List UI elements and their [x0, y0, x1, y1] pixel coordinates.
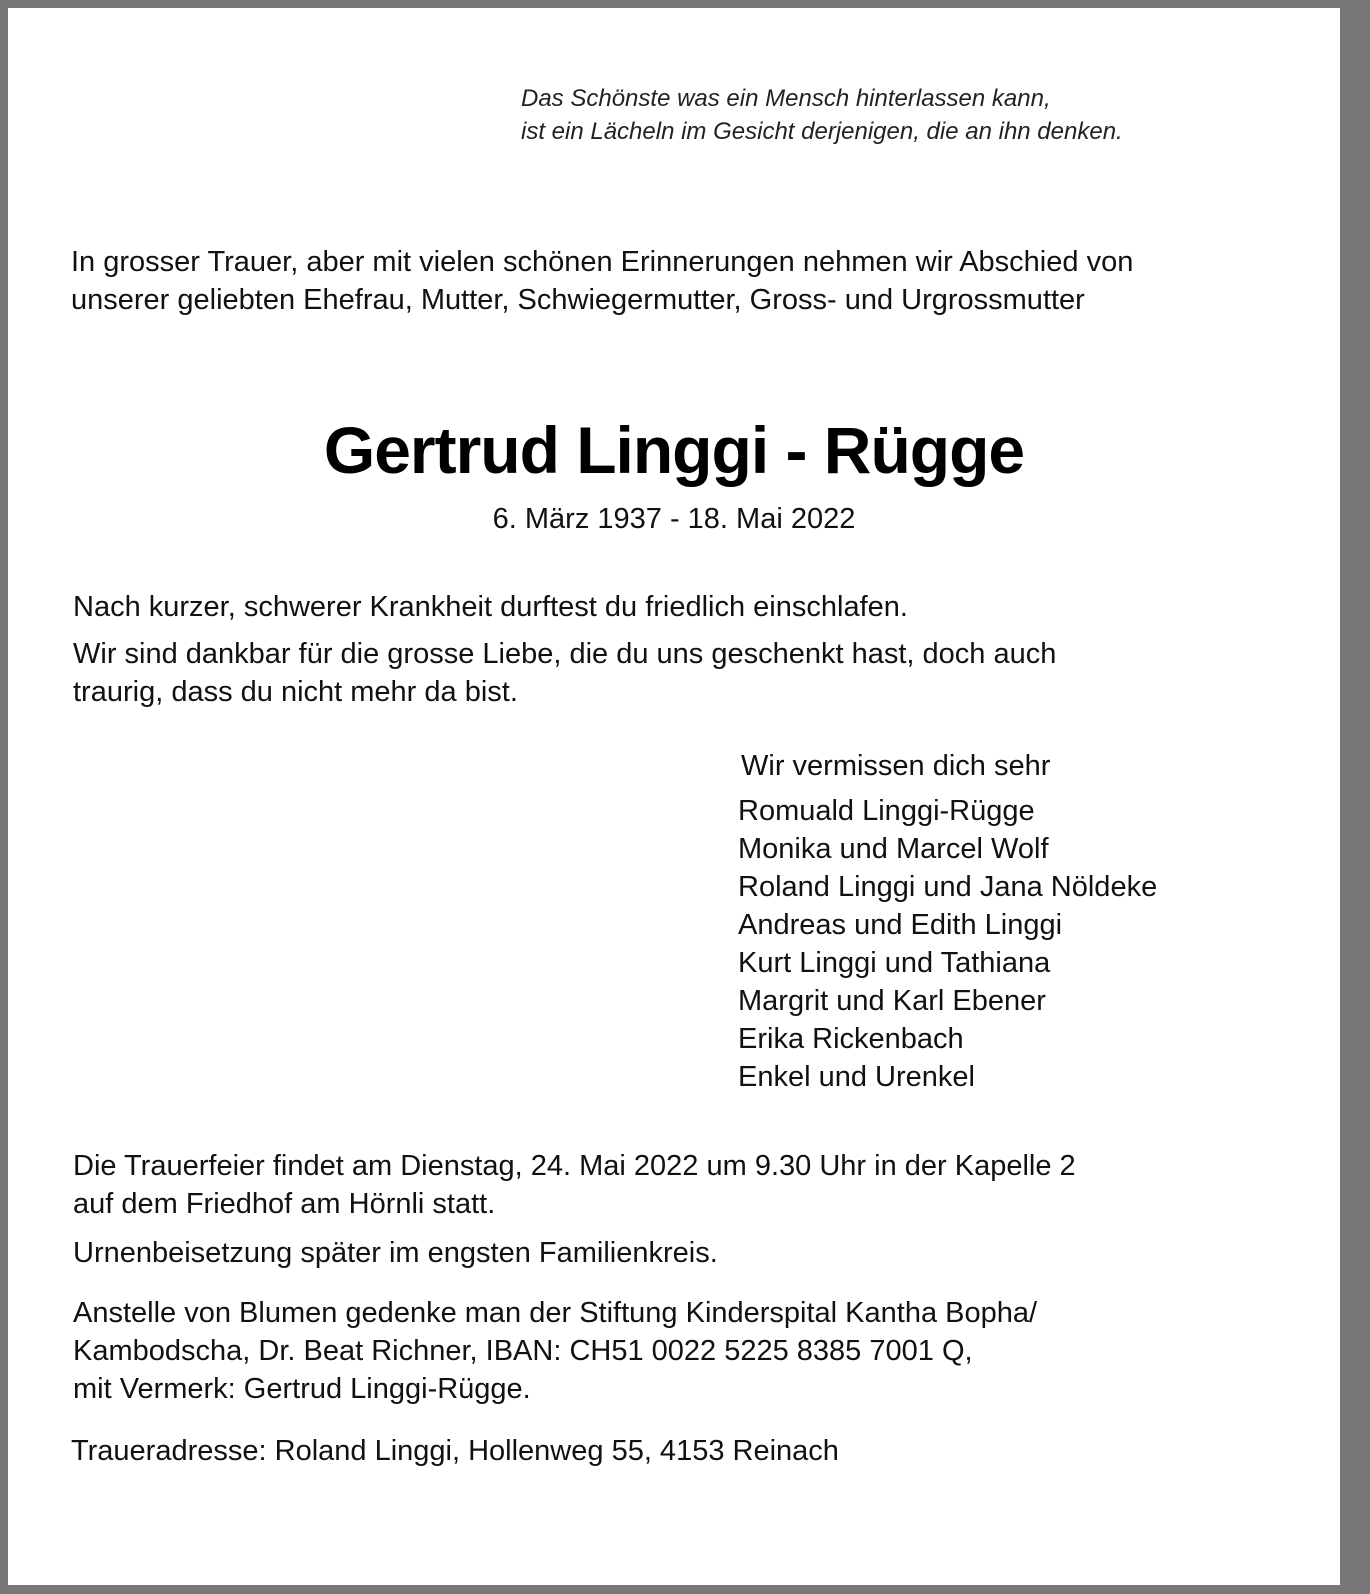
life-dates: 6. März 1937 - 18. Mai 2022 — [492, 503, 856, 535]
motto-line: ist ein Lächeln im Gesicht derjenigen, die an ihn denken. — [521, 118, 1123, 145]
mourner: Margrit und Karl Ebener — [738, 985, 1046, 1017]
paragraph-gratitude — [73, 635, 1056, 711]
donation-line: mit Vermerk: Gertrud Linggi-Rügge. — [73, 1373, 531, 1405]
intro-text — [71, 243, 1133, 319]
mourner: Andreas und Edith Linggi — [738, 909, 1063, 941]
intro-line: In grosser Trauer, aber mit vielen schönen Erinnerungen nehmen wir Abschied von — [71, 246, 1134, 278]
donation-line: Anstelle von Blumen gedenke man der Stiftung Kinderspital Kantha Bopha/ — [73, 1297, 1038, 1329]
paragraph-illness: Nach kurzer, schwerer Krankheit durftest du friedlich einschlafen. — [73, 591, 908, 623]
mourner: Romuald Linggi-Rügge — [738, 795, 1035, 827]
mourners-list — [738, 792, 1157, 1096]
ceremony-info — [73, 1147, 1076, 1223]
mourner: Kurt Linggi und Tathiana — [738, 947, 1051, 979]
ceremony-line: auf dem Friedhof am Hörnli statt. — [73, 1188, 496, 1220]
mourner: Roland Linggi und Jana Nöldeke — [738, 871, 1158, 903]
paragraph-line: traurig, dass du nicht mehr da bist. — [73, 676, 518, 708]
motto-quote — [521, 82, 1123, 148]
motto-line: Das Schönste was ein Mensch hinterlassen kann, — [521, 85, 1051, 112]
ceremony-line: Die Trauerfeier findet am Dienstag, 24. Mai 2022 um 9.30 Uhr in der Kapelle 2 — [73, 1150, 1076, 1182]
urn-burial-info: Urnenbeisetzung später im engsten Familienkreis. — [73, 1237, 718, 1269]
mourner: Erika Rickenbach — [738, 1023, 964, 1055]
deceased-name: Gertrud Linggi - Rügge — [323, 413, 1025, 487]
intro-line: unserer geliebten Ehefrau, Mutter, Schwiegermutter, Gross- und Urgrossmutter — [71, 284, 1085, 316]
donation-info — [73, 1294, 1037, 1408]
signoff: Wir vermissen dich sehr — [741, 750, 1051, 782]
mourner: Enkel und Urenkel — [738, 1061, 975, 1093]
mourner: Monika und Marcel Wolf — [738, 833, 1049, 865]
mourning-address: Traueradresse: Roland Linggi, Hollenweg 55, 4153 Reinach — [71, 1435, 839, 1467]
paragraph-line: Wir sind dankbar für die grosse Liebe, die du uns geschenkt hast, doch auch — [73, 638, 1057, 670]
donation-line: Kambodscha, Dr. Beat Richner, IBAN: CH51 0022 5225 8385 7001 Q, — [73, 1335, 973, 1367]
